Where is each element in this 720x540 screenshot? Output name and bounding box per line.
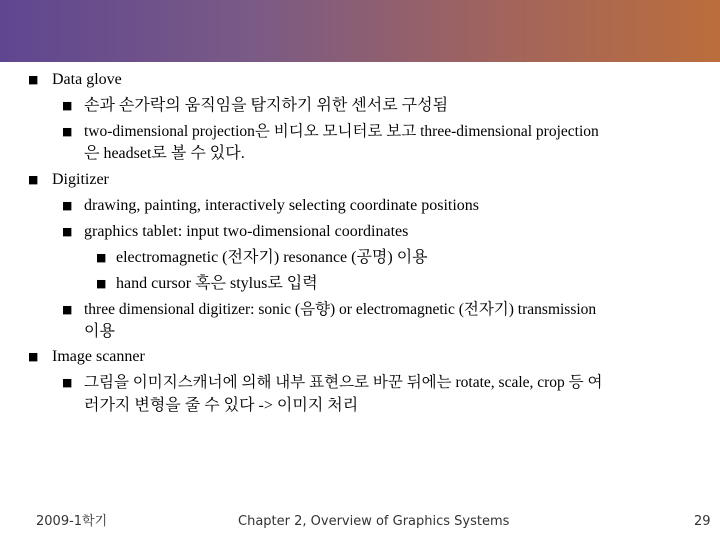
list-item-continuation: 러가지 변형을 줄 수 있다 -> 이미지 처리 — [84, 397, 359, 414]
bullet-icon: ■ — [62, 99, 73, 112]
footer-page-number: 29 — [694, 514, 711, 529]
list-item: Data glove — [52, 71, 122, 88]
list-item: 그림을 이미지스캐너에 의해 내부 표현으로 바꾼 뒤에는 rotate, scale, crop 등 여 — [84, 374, 603, 391]
list-item: hand cursor 혹은 stylus로 입력 — [116, 275, 318, 292]
bullet-icon: ■ — [96, 277, 107, 290]
list-item: Digitizer — [52, 171, 109, 188]
bullet-icon: ■ — [62, 376, 73, 389]
bullet-icon: ■ — [62, 303, 73, 316]
list-item-continuation: 은 headset로 볼 수 있다. — [84, 145, 245, 162]
list-item: drawing, painting, interactively selecting coordinate positions — [84, 197, 480, 214]
list-item: graphics tablet: input two-dimensional coordinates — [84, 223, 409, 240]
bullet-icon: ■ — [28, 173, 39, 186]
bullet-icon: ■ — [96, 251, 107, 264]
bullet-icon: ■ — [62, 199, 73, 212]
list-item-continuation: 이용 — [84, 323, 115, 340]
list-item: Image scanner — [52, 348, 145, 365]
list-item: 손과 손가락의 움직임을 탐지하기 위한 센서로 구성됨 — [84, 97, 449, 114]
bullet-icon: ■ — [62, 125, 73, 138]
footer-chapter-title: Chapter 2, Overview of Graphics Systems — [238, 514, 510, 529]
bullet-icon: ■ — [62, 225, 73, 238]
list-item: two-dimensional projection은 비디오 모니터로 보고 three-dimensional projection — [84, 123, 599, 140]
footer-semester: 2009-1학기 — [36, 514, 108, 529]
list-item: three dimensional digitizer: sonic (음향) or electromagnetic (전자기) transmission — [84, 301, 597, 318]
bullet-icon: ■ — [28, 350, 39, 363]
bullet-icon: ■ — [28, 73, 39, 86]
list-item: electromagnetic (전자기) resonance (공명) 이용 — [116, 249, 428, 266]
